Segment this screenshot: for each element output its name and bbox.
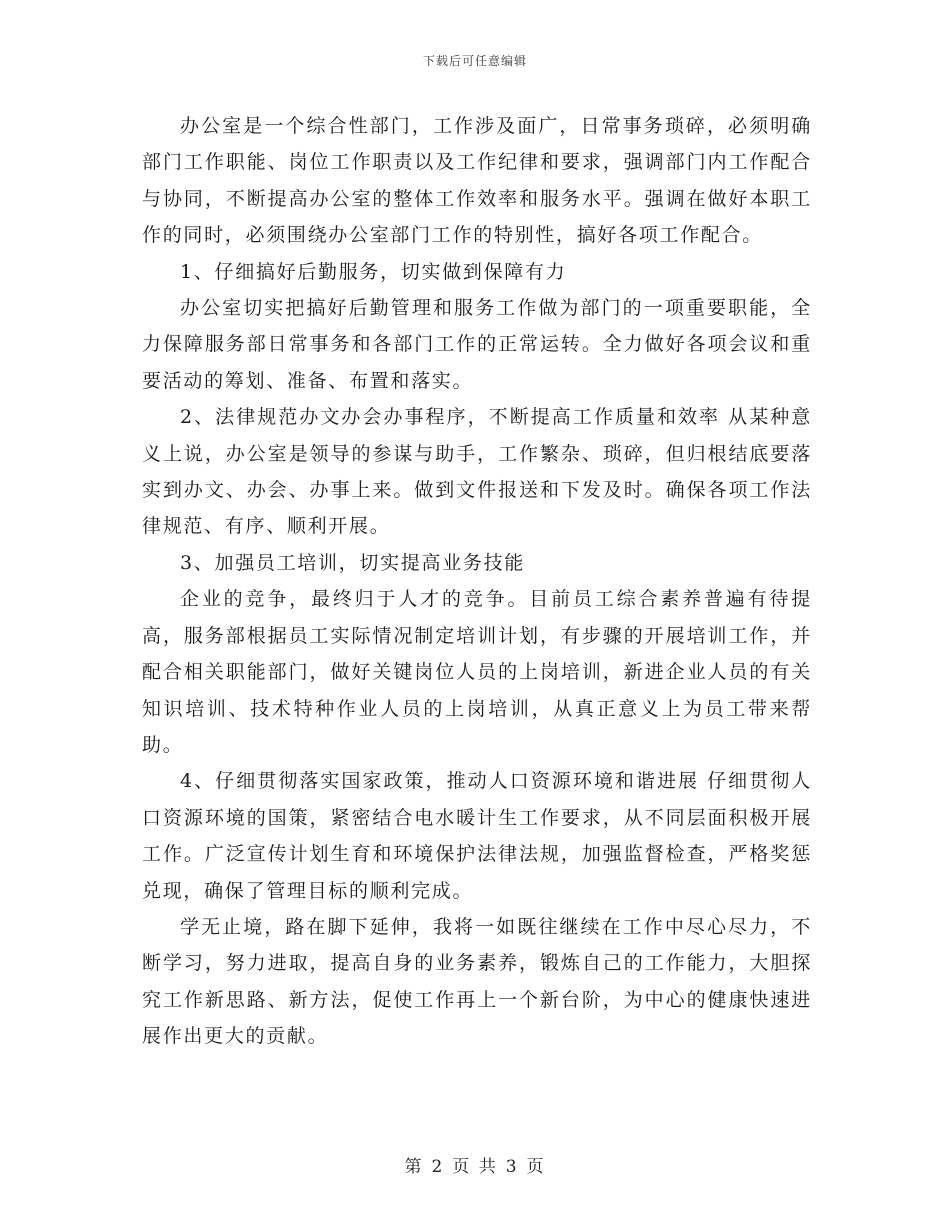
paragraph-item-4: 4、仔细贯彻落实国家政策，推动人口资源环境和谐进展 仔细贯彻人口资源环境的国策，紧密结合电水暖计生工作要求，从不同层面积极开展工作。广泛宣传计划生育和环境保护法律法规，加强监督检查，严格奖惩兑现，确保了管理目标的顺利完成。 <box>142 770 812 902</box>
footer-prefix: 第 <box>404 1157 424 1177</box>
paragraph-conclusion: 学无止境，路在脚下延伸，我将一如既往继续在工作中尽心尽力，不断学习，努力进取，提高自身的业务素养，锻炼自己的工作能力，大胆探究工作新思路、新方法，促使工作再上一个新台阶，为中心的健康快速进展作出更大的贡献。 <box>142 915 812 1048</box>
paragraph-item-2: 2、法律规范办文办会办事程序，不断提高工作质量和效率 从某种意义上说，办公室是领导的参谋与助手，工作繁杂、琐碎，但归根结底要落实到办文、办会、办事上来。做到文件报送和下发及时。确保各项工作法律规范、有序、顺利开展。 <box>142 406 812 538</box>
total-pages: 3 <box>505 1157 519 1177</box>
heading-item-1: 1、仔细搞好后勤服务，切实做到保障有力 <box>180 260 567 283</box>
heading-item-3: 3、加强员工培训，切实提高业务技能 <box>180 551 525 574</box>
paragraph-item-1: 办公室切实把搞好后勤管理和服务工作做为部门的一项重要职能，全力保障服务部日常事务和各部门工作的正常运转。全力做好各项会议和重要活动的筹划、准备、布置和落实。 <box>142 297 812 392</box>
page-footer <box>0 1152 950 1177</box>
paragraph-item-3: 企业的竞争，最终归于人才的竞争。目前员工综合素养普遍有待提高，服务部根据员工实际情况制定培训计划，有步骤的开展培训工作，并配合相关职能部门，做好关键岗位人员的上岗培训，新进企业人员的有关知识培训、技术特种作业人员的上岗培训，从真正意义上为员工带来帮助。 <box>142 588 812 756</box>
document-body <box>142 108 812 1055</box>
footer-middle: 页 共 <box>452 1157 498 1177</box>
footer-suffix: 页 <box>526 1157 546 1177</box>
page-header: 下载后可任意编辑 <box>422 54 527 68</box>
page-number: 2 <box>431 1157 445 1177</box>
paragraph-intro: 办公室是一个综合性部门，工作涉及面广，日常事务琐碎，必须明确部门工作职能、岗位工作职责以及工作纪律和要求，强调部门内工作配合与协同，不断提高办公室的整体工作效率和服务水平。强调在做好本职工作的同时，必须围绕办公室部门工作的特别性，搞好各项工作配合。 <box>142 115 812 247</box>
